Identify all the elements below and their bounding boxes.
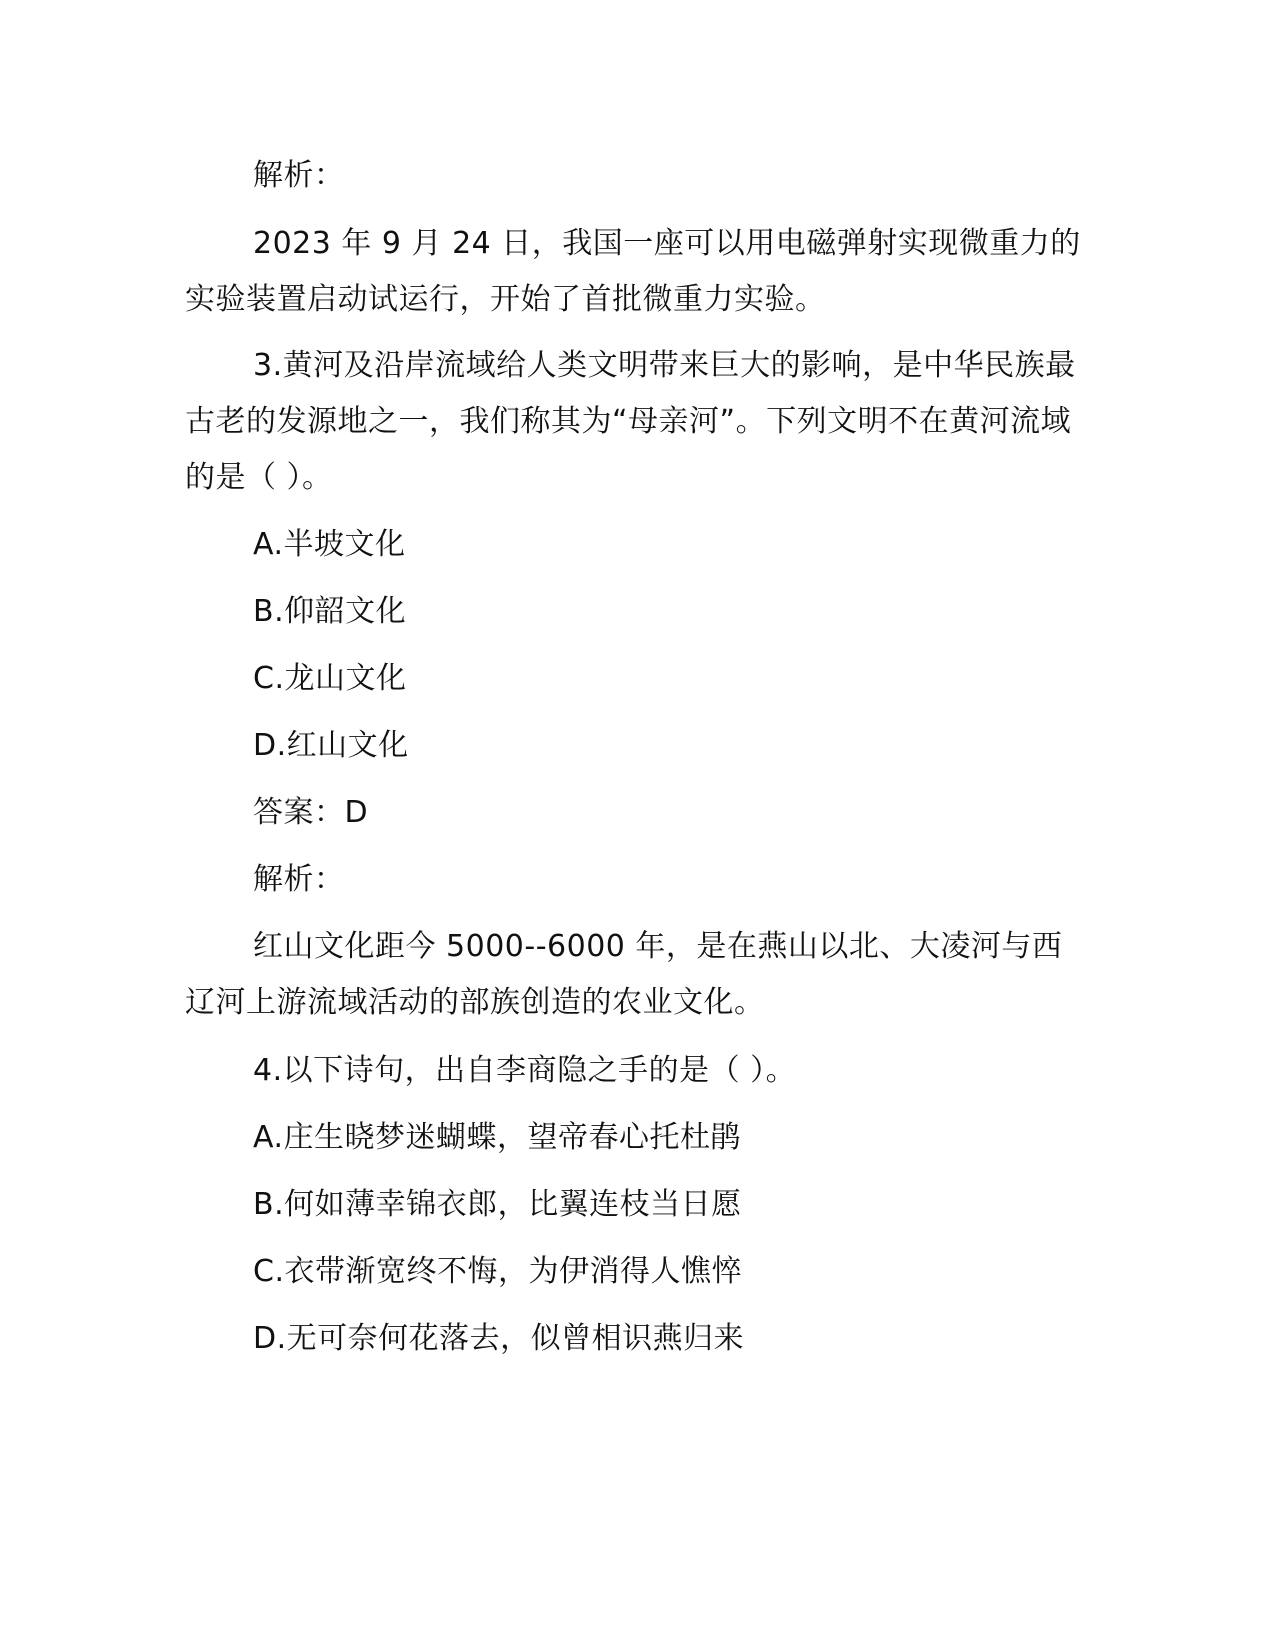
- analysis-label: 解析：: [253, 158, 345, 193]
- question-3-option-a: A.半坡文化: [253, 527, 406, 562]
- analysis-paragraph: 2023 年 9 月 24 日，我国一座可以用电磁弹射实现微重力的实验装置启动试运行，开始了首批微重力实验。: [185, 226, 1081, 317]
- question-4-option-b: B.何如薄幸锦衣郎，比翼连枝当日愿: [253, 1187, 742, 1222]
- question-4-option-a: A.庄生晓梦迷蝴蝶，望帝春心托杜鹃: [253, 1120, 742, 1155]
- question-3-option-b: B.仰韶文化: [253, 594, 407, 629]
- question-4-option-c: C.衣带渐宽终不悔，为伊消得人憔悴: [253, 1254, 742, 1289]
- analysis-label: 解析：: [253, 862, 345, 897]
- question-3-option-c: C.龙山文化: [253, 661, 407, 696]
- analysis-paragraph: 红山文化距今 5000--6000 年，是在燕山以北、大凌河与西辽河上游流域活动的部族创造的农业文化。: [185, 929, 1063, 1020]
- question-3-option-d: D.红山文化: [253, 728, 409, 763]
- question-4-option-d: D.无可奈何花落去，似曾相识燕归来: [253, 1321, 745, 1356]
- question-3-stem: 3.黄河及沿岸流域给人类文明带来巨大的影响，是中华民族最古老的发源地之一，我们称其为“母亲河”。下列文明不在黄河流域的是（ ）。: [185, 348, 1076, 495]
- question-3-answer: 答案：D: [253, 795, 369, 830]
- question-4-stem: 4.以下诗句，出自李商隐之手的是（ ）。: [253, 1053, 797, 1088]
